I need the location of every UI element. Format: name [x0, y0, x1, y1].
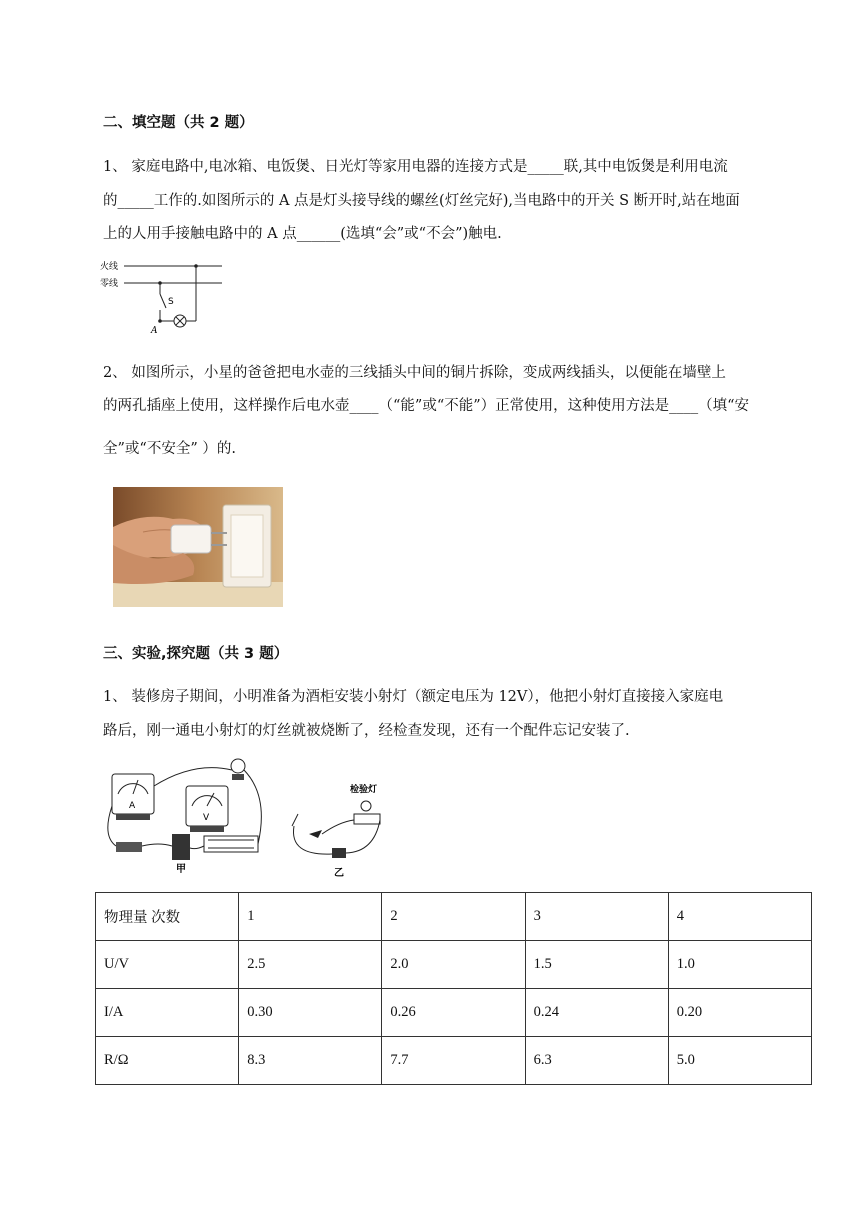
section-heading-experiment: 三、实验,探究题（共 3 题）: [103, 646, 289, 662]
question-text-line: 1、 装修房子期间，小明准备为酒柜安装小射灯（额定电压为 12V），他把小射灯直接接入家庭电: [103, 689, 724, 705]
rheostat-icon: [204, 836, 258, 852]
neutral-wire-label: 零线: [100, 279, 119, 289]
question-text-line: 上的人用手接触电路中的 A 点______(选填“会”或“不会”)触电.: [103, 226, 502, 242]
question-text-line: 1、 家庭电路中,电冰箱、电饭煲、日光灯等家用电器的连接方式是_____联,其中电饭煲是利用电流: [103, 159, 728, 175]
measurement-table: [95, 892, 812, 1085]
table-cell: I/A: [96, 989, 239, 1037]
question-text-line: 的_____工作的.如图所示的 A 点是灯头接导线的螺丝(灯丝完好),当电路中的开关 S 断开时,站在地面: [103, 193, 740, 209]
point-a-label: A: [151, 326, 158, 336]
switch-blade: [160, 294, 166, 308]
table-cell: R/Ω: [96, 1037, 239, 1085]
live-wire-label: 火线: [100, 262, 119, 272]
test-lamp-icon: [361, 801, 371, 811]
table-cell: 2: [382, 893, 525, 941]
table-cell: 3: [525, 893, 668, 941]
experiment-circuit-figure: [104, 756, 394, 881]
table-cell: 5.0: [668, 1037, 811, 1085]
switch-label: S: [168, 297, 174, 307]
table-cell: 2.5: [239, 941, 382, 989]
svg-text:V: V: [203, 813, 210, 823]
svg-text:A: A: [129, 801, 136, 811]
table-header-row: [96, 893, 812, 941]
plug-photo: [113, 487, 283, 607]
figure-label-jia: 甲: [176, 864, 186, 875]
table-cell: 0.30: [239, 989, 382, 1037]
table-row: [96, 989, 812, 1037]
table-cell: 1.5: [525, 941, 668, 989]
table-cell: 物理量 次数: [96, 893, 239, 941]
question-text-line: 路后，刚一通电小射灯的灯丝就被烧断了，经检查发现，还有一个配件忘记安装了.: [103, 723, 630, 739]
section-heading-fill-blank: 二、填空题（共 2 题）: [103, 115, 254, 131]
table-cell: 7.7: [382, 1037, 525, 1085]
household-circuit-diagram: [100, 258, 225, 336]
question-text-line: 全”或“不安全” ）的.: [103, 441, 236, 457]
bulb-icon: [231, 759, 245, 773]
plug-icon: [332, 848, 346, 858]
table-cell: 1: [239, 893, 382, 941]
table-cell: U/V: [96, 941, 239, 989]
table-cell: 4: [668, 893, 811, 941]
table-row: [96, 941, 812, 989]
test-lamp-label: 检验灯: [350, 785, 378, 795]
question-text-line: 的两孔插座上使用，这样操作后电水壶____（“能”或“不能”）正常使用，这种使用方法是____（填“安: [103, 398, 750, 414]
question-text-line: 2、 如图所示，小星的爸爸把电水壶的三线插头中间的铜片拆除，变成两线插头，以便能在墙壁上: [103, 365, 726, 381]
table-cell: 0.24: [525, 989, 668, 1037]
battery-icon: [172, 834, 190, 860]
table-cell: 0.20: [668, 989, 811, 1037]
table-cell: 6.3: [525, 1037, 668, 1085]
table-cell: 0.26: [382, 989, 525, 1037]
switch-icon: [116, 842, 142, 852]
table-row: [96, 1037, 812, 1085]
figure-label-yi: 乙: [334, 868, 344, 879]
table-cell: 8.3: [239, 1037, 382, 1085]
table-cell: 2.0: [382, 941, 525, 989]
table-cell: 1.0: [668, 941, 811, 989]
